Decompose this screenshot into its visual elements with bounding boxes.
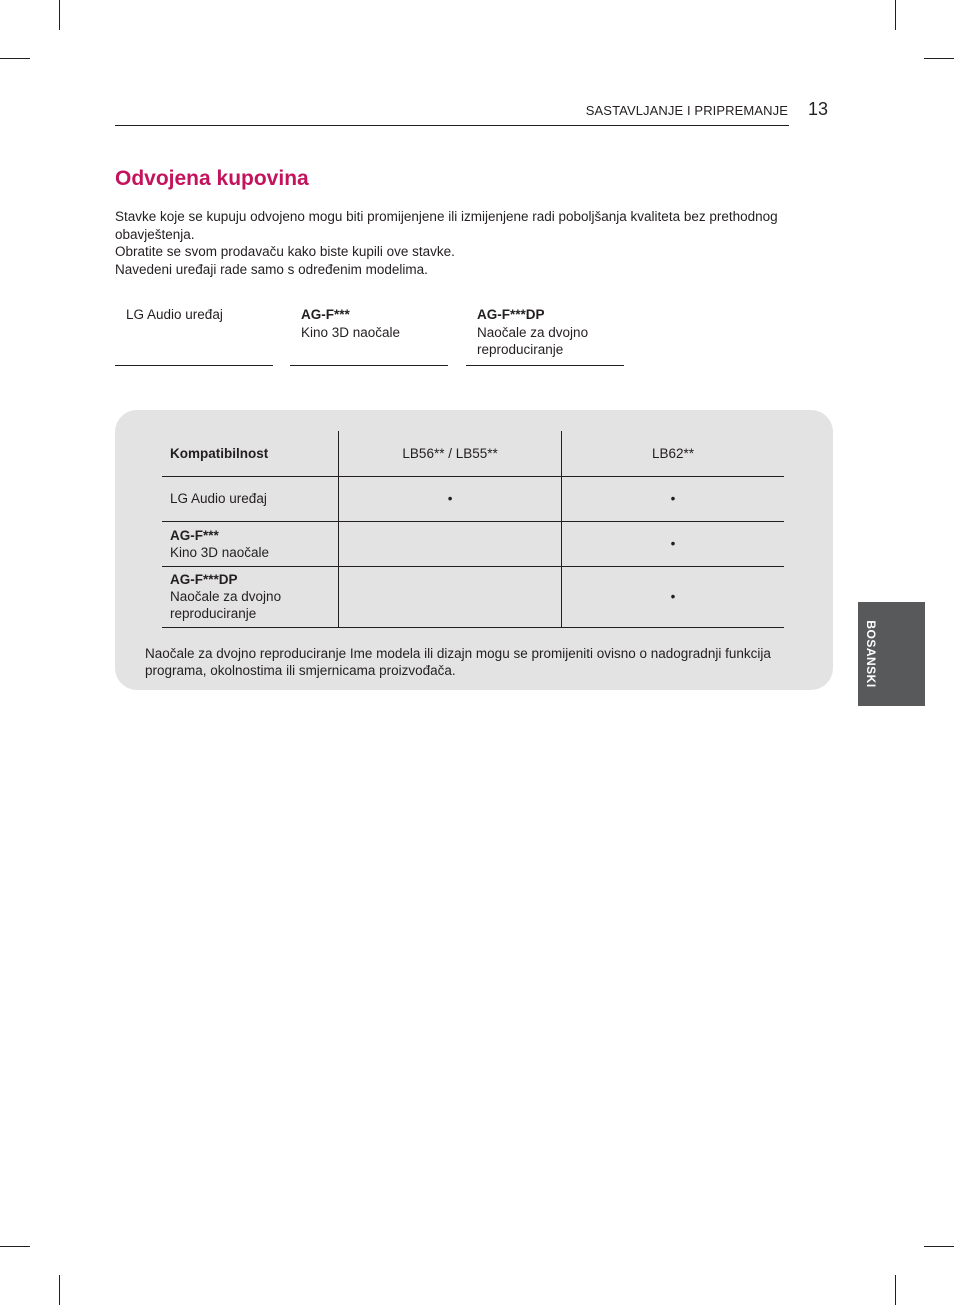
accessory-model: AG-F*** [301, 307, 350, 322]
header-model-group: LB56** / LB55** [339, 431, 562, 476]
table-header-row [162, 431, 784, 476]
row-description: LG Audio uređaj [170, 491, 267, 506]
accessory-description: Kino 3D naočale [301, 324, 401, 340]
accessory-3d-glasses [290, 306, 448, 366]
intro-line: Stavke koje se kupuju odvojeno mogu biti promijenjene ili izmijenjene radi poboljšanja kvaliteta bez prethodnog obavještenja. [115, 209, 778, 242]
table-row [162, 476, 784, 521]
compat-mark: • [562, 476, 784, 521]
row-label [162, 566, 339, 627]
page-number: 13 [808, 99, 829, 119]
row-model: AG-F***DP [170, 572, 238, 587]
accessory-description: LG Audio uređaj [126, 307, 223, 322]
row-label [162, 521, 339, 566]
language-label: BOSANSKI [864, 620, 878, 688]
crop-mark [895, 1275, 896, 1305]
crop-mark [59, 1275, 60, 1305]
compat-mark: • [339, 476, 562, 521]
crop-mark [0, 58, 30, 59]
running-header: SASTAVLJANJE I PRIPREMANJE [585, 103, 788, 118]
table-row [162, 521, 784, 566]
intro-line: Navedeni uređaji rade samo s određenim modelima. [115, 261, 428, 277]
crop-mark [924, 1246, 954, 1247]
intro-line: Obratite se svom prodavaču kako biste kupili ove stavke. [115, 244, 455, 259]
accessory-audio [115, 306, 273, 366]
compat-mark [339, 566, 562, 627]
compat-mark: • [562, 566, 784, 627]
accessory-dual-play-glasses [466, 306, 624, 366]
crop-mark [924, 58, 954, 59]
row-label [162, 476, 339, 521]
header-label: Kompatibilnost [170, 445, 269, 461]
crop-mark [59, 0, 60, 30]
crop-mark [0, 1246, 30, 1247]
compat-mark [339, 521, 562, 566]
row-description: Kino 3D naočale [170, 544, 270, 560]
header-rule [115, 125, 789, 126]
header-model-group: LB62** [562, 431, 784, 476]
compat-mark: • [562, 521, 784, 566]
crop-mark [895, 0, 896, 30]
row-description: Naočale za dvojno reproduciranje [170, 589, 282, 621]
section-title: Odvojena kupovina [115, 167, 309, 190]
intro-text [115, 208, 815, 278]
compatibility-note: Naočale za dvojno reproduciranje Ime modela ili dizajn mogu se promijeniti ovisno o nadogradnji funkcija programa, okolnostima ili smjernicama proizvođača. [145, 646, 771, 678]
row-model: AG-F*** [170, 527, 219, 543]
accessory-description: Naočale za dvojno reproduciranje [477, 324, 589, 357]
accessory-model: AG-F***DP [477, 307, 545, 322]
compatibility-table [162, 431, 784, 628]
table-row [162, 566, 784, 627]
